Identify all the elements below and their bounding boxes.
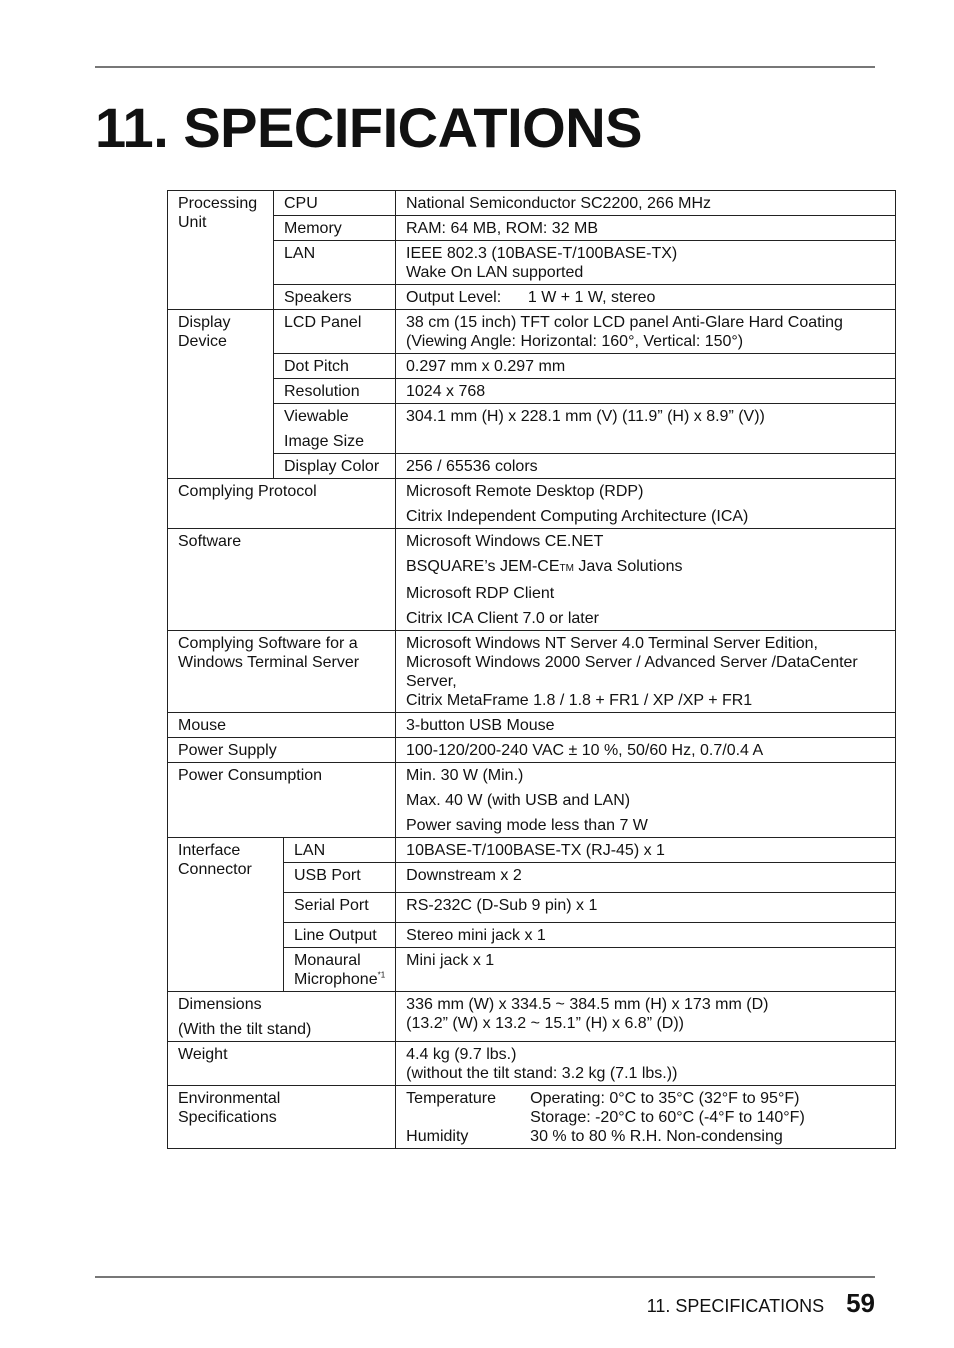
spec-value: 3-button USB Mouse: [396, 713, 896, 738]
page-number: 59: [846, 1288, 875, 1318]
sub-label-line: Image Size: [284, 433, 365, 450]
spec-line: Microsoft RDP Client: [406, 585, 555, 602]
spec-value: Stereo mini jack x 1: [396, 923, 896, 948]
spec-line: Microsoft Remote Desktop (RDP): [406, 483, 644, 500]
table-row: [168, 404, 896, 454]
spec-value: Output Level: 1 W + 1 W, stereo: [396, 285, 896, 310]
row-header: [168, 992, 396, 1042]
spec-line: Citrix MetaFrame 1.8 / 1.8 + FR1 / XP /XP + FR1: [406, 692, 753, 709]
spec-value: [396, 763, 896, 838]
table-row: [168, 838, 896, 863]
table-row: [168, 529, 896, 631]
spec-line: [406, 557, 885, 578]
spec-value: [396, 479, 896, 529]
table-row: [168, 479, 896, 529]
spec-value: [396, 241, 896, 285]
spec-line: (Viewing Angle: Horizontal: 160°, Vertical: 150°): [406, 333, 744, 350]
spec-line: 38 cm (15 inch) TFT color LCD panel Anti-Glare Hard Coating: [406, 314, 843, 331]
sub-label: LCD Panel: [274, 310, 396, 354]
table-row: [168, 379, 896, 404]
spec-value: RS-232C (D-Sub 9 pin) x 1: [396, 893, 896, 923]
temperature-storage: Storage: -20°C to 60°C (-4°F to 140°F): [530, 1109, 805, 1126]
row-header: Complying Protocol: [168, 479, 396, 529]
trademark-mark: TM: [559, 563, 574, 574]
sub-label-line: Monaural: [294, 952, 361, 969]
row-header: Weight: [168, 1042, 396, 1086]
spec-value: 0.297 mm x 0.297 mm: [396, 354, 896, 379]
row-header: Power Consumption: [168, 763, 396, 838]
temperature-operating: Operating: 0°C to 35°C (32°F to 95°F): [530, 1090, 800, 1107]
spec-line: Citrix ICA Client 7.0 or later: [406, 610, 599, 627]
sub-label: LAN: [284, 838, 396, 863]
spec-value: 1024 x 768: [396, 379, 896, 404]
row-header-line: Dimensions: [178, 996, 262, 1013]
table-row: [168, 454, 896, 479]
table-row: [168, 241, 896, 285]
row-header-line: Specifications: [178, 1109, 277, 1126]
row-header: [168, 631, 396, 713]
spec-value: [396, 1086, 896, 1149]
footnote-mark: *1: [377, 970, 386, 980]
spec-line: Microsoft Windows 2000 Server / Advanced Server /DataCenter Server,: [406, 654, 858, 690]
top-rule: [95, 66, 875, 68]
spec-value: [396, 310, 896, 354]
sub-label: CPU: [274, 191, 396, 216]
row-header-line: Windows Terminal Server: [178, 654, 360, 671]
row-header-line: (With the tilt stand): [178, 1021, 312, 1038]
table-row: [168, 713, 896, 738]
table-row: [168, 285, 896, 310]
temperature-label: Temperature: [406, 1090, 496, 1107]
row-header: Processing Unit: [168, 191, 274, 310]
spec-line: IEEE 802.3 (10BASE-T/100BASE-TX): [406, 245, 678, 262]
sub-label: [284, 948, 396, 992]
sub-label: Serial Port: [284, 893, 396, 923]
table-row: [168, 1086, 896, 1149]
spec-line: Microsoft Windows NT Server 4.0 Terminal Server Edition,: [406, 635, 818, 652]
sub-label-line: [294, 970, 385, 989]
spec-value: [396, 529, 896, 631]
sub-label: Display Color: [274, 454, 396, 479]
table-row: [168, 763, 896, 838]
spacer: [406, 1108, 530, 1127]
spec-line: Microsoft Windows CE.NET: [406, 533, 604, 550]
sub-label: LAN: [274, 241, 396, 285]
row-header: Display Device: [168, 310, 274, 479]
spec-value: Mini jack x 1: [396, 948, 896, 992]
table-row: [168, 631, 896, 713]
environment-grid: [406, 1089, 885, 1146]
sub-label: Speakers: [274, 285, 396, 310]
page-title: 11. SPECIFICATIONS: [95, 96, 642, 159]
spec-value: [396, 631, 896, 713]
row-header-line: Environmental: [178, 1090, 281, 1107]
spec-value: 256 / 65536 colors: [396, 454, 896, 479]
table-row: [168, 216, 896, 241]
sub-label: USB Port: [284, 863, 396, 893]
spec-value: 10BASE-T/100BASE-TX (RJ-45) x 1: [396, 838, 896, 863]
row-header: [168, 1086, 396, 1149]
row-header-line: Complying Software for a: [178, 635, 358, 652]
table-row: [168, 354, 896, 379]
spec-line: Power saving mode less than 7 W: [406, 817, 648, 834]
table-row: [168, 191, 896, 216]
table-row: [168, 738, 896, 763]
spec-line: (13.2” (W) x 13.2 ~ 15.1” (H) x 6.8” (D)): [406, 1015, 685, 1032]
spec-value: 304.1 mm (H) x 228.1 mm (V) (11.9” (H) x 8.9” (V)): [396, 404, 896, 454]
sub-label: Dot Pitch: [274, 354, 396, 379]
row-header: Interface Connector: [168, 838, 284, 992]
humidity-label: Humidity: [406, 1128, 469, 1145]
bottom-rule: [95, 1276, 875, 1278]
page-footer: [647, 1288, 875, 1319]
footer-title: 11. SPECIFICATIONS: [646, 1296, 825, 1316]
spec-line: Min. 30 W (Min.): [406, 767, 524, 784]
spec-line: Wake On LAN supported: [406, 264, 584, 281]
spec-line: Max. 40 W (with USB and LAN): [406, 792, 631, 809]
spec-value: [396, 1042, 896, 1086]
sub-label-line: Viewable: [284, 408, 349, 425]
spec-line: 336 mm (W) x 334.5 ~ 384.5 mm (H) x 173 mm (D): [406, 996, 769, 1013]
sub-label: Resolution: [274, 379, 396, 404]
spec-text: BSQUARE’s JEM-CE: [406, 558, 560, 575]
table-row: [168, 1042, 896, 1086]
sub-label: [274, 404, 396, 454]
spec-value: RAM: 64 MB, ROM: 32 MB: [396, 216, 896, 241]
row-header: Power Supply: [168, 738, 396, 763]
row-header: Software: [168, 529, 396, 631]
sub-label: Memory: [274, 216, 396, 241]
spec-line: 4.4 kg (9.7 lbs.): [406, 1046, 517, 1063]
spec-value: National Semiconductor SC2200, 266 MHz: [396, 191, 896, 216]
spec-value: 100-120/200-240 VAC ± 10 %, 50/60 Hz, 0.7/0.4 A: [396, 738, 896, 763]
table-row: [168, 992, 896, 1042]
spec-value: Downstream x 2: [396, 863, 896, 893]
sub-label: Line Output: [284, 923, 396, 948]
humidity-value: 30 % to 80 % R.H. Non-condensing: [530, 1128, 783, 1145]
row-header: Mouse: [168, 713, 396, 738]
sub-label-text: Microphone: [294, 971, 378, 988]
table-row: [168, 310, 896, 354]
specifications-table: [167, 190, 896, 1149]
spec-value: [396, 992, 896, 1042]
spec-line: Citrix Independent Computing Architecture (ICA): [406, 508, 749, 525]
spec-line: (without the tilt stand: 3.2 kg (7.1 lbs.)): [406, 1065, 678, 1082]
spec-text: Java Solutions: [573, 558, 683, 575]
